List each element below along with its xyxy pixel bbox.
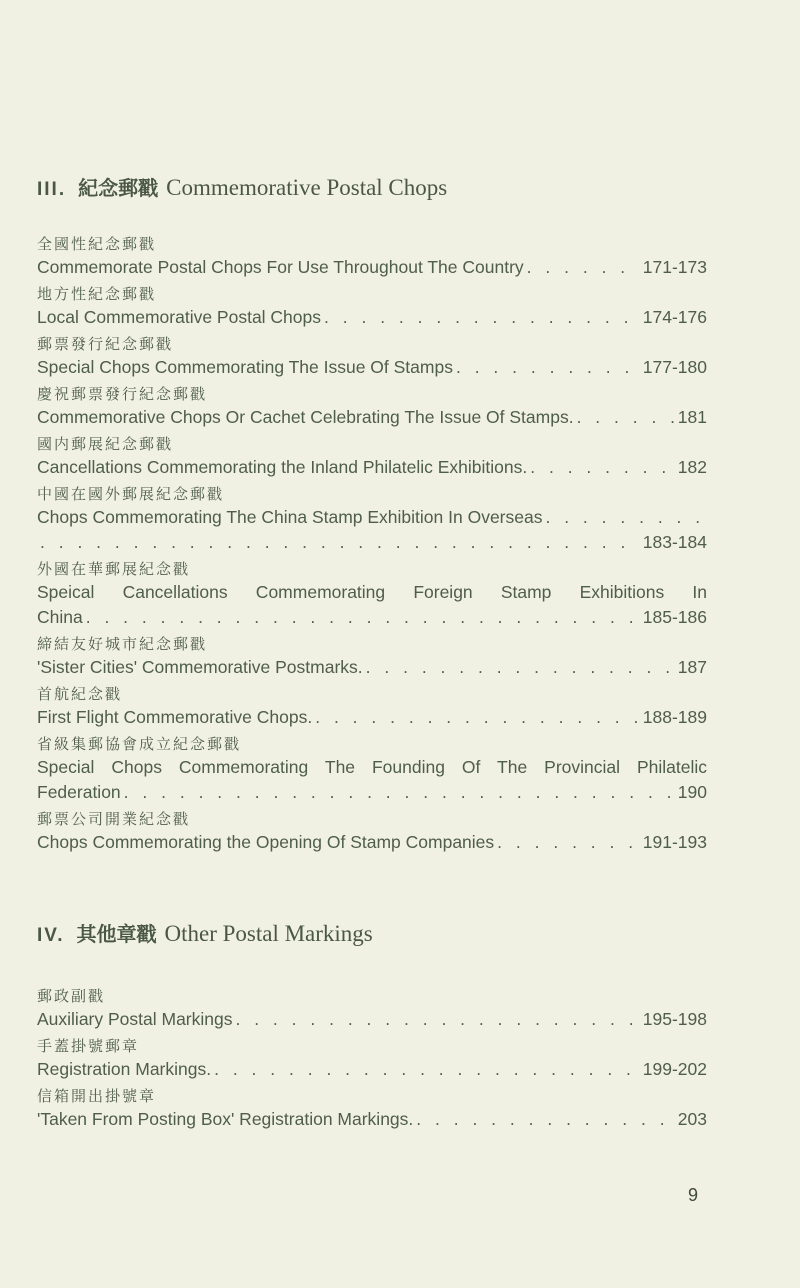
entry-line xyxy=(37,455,707,480)
page-reference: 188-189 xyxy=(642,707,707,727)
entry-line xyxy=(37,305,707,330)
page-reference: 185-186 xyxy=(642,607,707,627)
entry-title-en: Local Commemorative Postal Chops xyxy=(37,307,322,327)
entry-title-en: Commemorative Chops Or Cachet Celebrating The Issue Of Stamps. xyxy=(37,407,574,427)
dot-leader xyxy=(416,1107,675,1132)
dot-leader xyxy=(456,355,640,380)
entry-title-zh: 地方性紀念郵戳 xyxy=(37,285,157,303)
dot-leader xyxy=(497,830,640,855)
toc-entry xyxy=(37,982,707,1032)
section-3-entries xyxy=(37,230,707,855)
entry-title-zh: 郵票公司開業紀念戳 xyxy=(37,810,191,828)
dot-leader xyxy=(577,405,675,430)
entry-title-en: Registration Markings. xyxy=(37,1059,212,1079)
entry-line: Speical Cancellations Commemorating Foreign Stamp Exhibitions In xyxy=(37,582,707,602)
toc-entry xyxy=(37,730,707,805)
entry-line xyxy=(37,405,707,430)
section-3-title-en: Commemorative Postal Chops xyxy=(166,175,448,200)
dot-leader xyxy=(366,655,675,680)
entry-line xyxy=(37,355,707,380)
entry-title-zh: 郵票發行紀念郵戳 xyxy=(37,335,174,353)
toc-entry xyxy=(37,630,707,680)
toc-entry xyxy=(37,330,707,380)
entry-line xyxy=(37,1107,707,1132)
entry-title-en: China xyxy=(37,607,83,627)
page-reference: 195-198 xyxy=(642,1009,707,1029)
entry-title-zh: 全國性紀念郵戳 xyxy=(37,235,157,253)
dot-leader xyxy=(324,305,640,330)
entry-line xyxy=(37,1057,707,1082)
toc-entry xyxy=(37,680,707,730)
entry-title-zh: 省級集郵協會成立紀念郵戳 xyxy=(37,735,242,753)
dot-leader xyxy=(315,705,640,730)
entry-title-zh: 國内郵展紀念郵戳 xyxy=(37,435,174,453)
toc-entry xyxy=(37,1082,707,1132)
dot-leader xyxy=(214,1057,640,1082)
dot-leader xyxy=(40,530,640,555)
entry-line xyxy=(37,655,707,680)
toc-entry xyxy=(37,430,707,480)
toc-entry xyxy=(37,805,707,855)
entry-title-en: First Flight Commemorative Chops. xyxy=(37,707,313,727)
entry-title-en: Chops Commemorating the Opening Of Stamp Companies xyxy=(37,832,495,852)
entry-title-en: Federation xyxy=(37,782,121,802)
toc-entry xyxy=(37,230,707,280)
entry-title-zh: 慶祝郵票發行紀念郵戳 xyxy=(37,385,208,403)
entry-title-en: Special Chops Commemorating The Issue Of Stamps xyxy=(37,357,453,377)
entry-title-zh: 中國在國外郵展紀念郵戳 xyxy=(37,485,225,503)
page-reference: 182 xyxy=(677,457,707,477)
entry-title-zh: 締結友好城市紀念郵戳 xyxy=(37,635,208,653)
page-reference: 177-180 xyxy=(642,357,707,377)
entry-title-en: Chops Commemorating The China Stamp Exhibition In Overseas xyxy=(37,507,543,527)
entry-line xyxy=(37,505,707,530)
section-4-title-zh: 其他章戳 xyxy=(76,922,157,946)
entry-line xyxy=(37,705,707,730)
entry-title-en: Cancellations Commemorating the Inland Philatelic Exhibitions. xyxy=(37,457,528,477)
entry-title-en: Auxiliary Postal Markings xyxy=(37,1009,233,1029)
entry-line xyxy=(37,1007,707,1032)
section-4-numeral: IV. xyxy=(37,925,65,946)
dot-leader xyxy=(86,605,640,630)
section-3-title-zh: 紀念郵戳 xyxy=(78,176,159,200)
entry-title-zh: 郵政副戳 xyxy=(37,987,106,1005)
dot-leader xyxy=(527,255,640,280)
dot-leader xyxy=(235,1007,639,1032)
section-3-numeral: III. xyxy=(37,179,67,200)
entry-line xyxy=(37,780,707,805)
page-reference: 190 xyxy=(677,782,707,802)
toc-entry xyxy=(37,555,707,630)
toc-entry xyxy=(37,480,707,555)
page-reference: 171-173 xyxy=(642,257,707,277)
page-reference: 174-176 xyxy=(642,307,707,327)
dot-leader xyxy=(545,505,704,530)
section-4-heading xyxy=(37,918,373,947)
page-reference: 187 xyxy=(677,657,707,677)
section-4-entries xyxy=(37,982,707,1132)
toc-entry xyxy=(37,1032,707,1082)
entry-line xyxy=(37,255,707,280)
entry-title-zh: 手蓋掛號郵章 xyxy=(37,1037,140,1055)
entry-line xyxy=(37,530,707,555)
page-reference: 183-184 xyxy=(642,532,707,552)
toc-entry xyxy=(37,280,707,330)
entry-line xyxy=(37,830,707,855)
entry-title-zh: 首航紀念戳 xyxy=(37,685,123,703)
page-reference: 199-202 xyxy=(642,1059,707,1079)
entry-line xyxy=(37,605,707,630)
entry-line: Special Chops Commemorating The Founding Of The Provincial Philatelic xyxy=(37,757,707,777)
section-4-title-en: Other Postal Markings xyxy=(164,921,373,946)
entry-title-zh: 外國在華郵展紀念戳 xyxy=(37,560,191,578)
entry-title-en: 'Taken From Posting Box' Registration Markings. xyxy=(37,1109,414,1129)
dot-leader xyxy=(530,455,675,480)
entry-title-en: Commemorate Postal Chops For Use Throughout The Country xyxy=(37,257,524,277)
page-reference: 191-193 xyxy=(642,832,707,852)
page-number: 9 xyxy=(688,1185,699,1205)
page-reference: 203 xyxy=(677,1109,707,1129)
page-reference: 181 xyxy=(677,407,707,427)
toc-entry xyxy=(37,380,707,430)
section-3-heading xyxy=(37,172,447,201)
entry-title-en: 'Sister Cities' Commemorative Postmarks. xyxy=(37,657,363,677)
dot-leader xyxy=(124,780,675,805)
entry-title-zh: 信箱開出掛號章 xyxy=(37,1087,157,1105)
